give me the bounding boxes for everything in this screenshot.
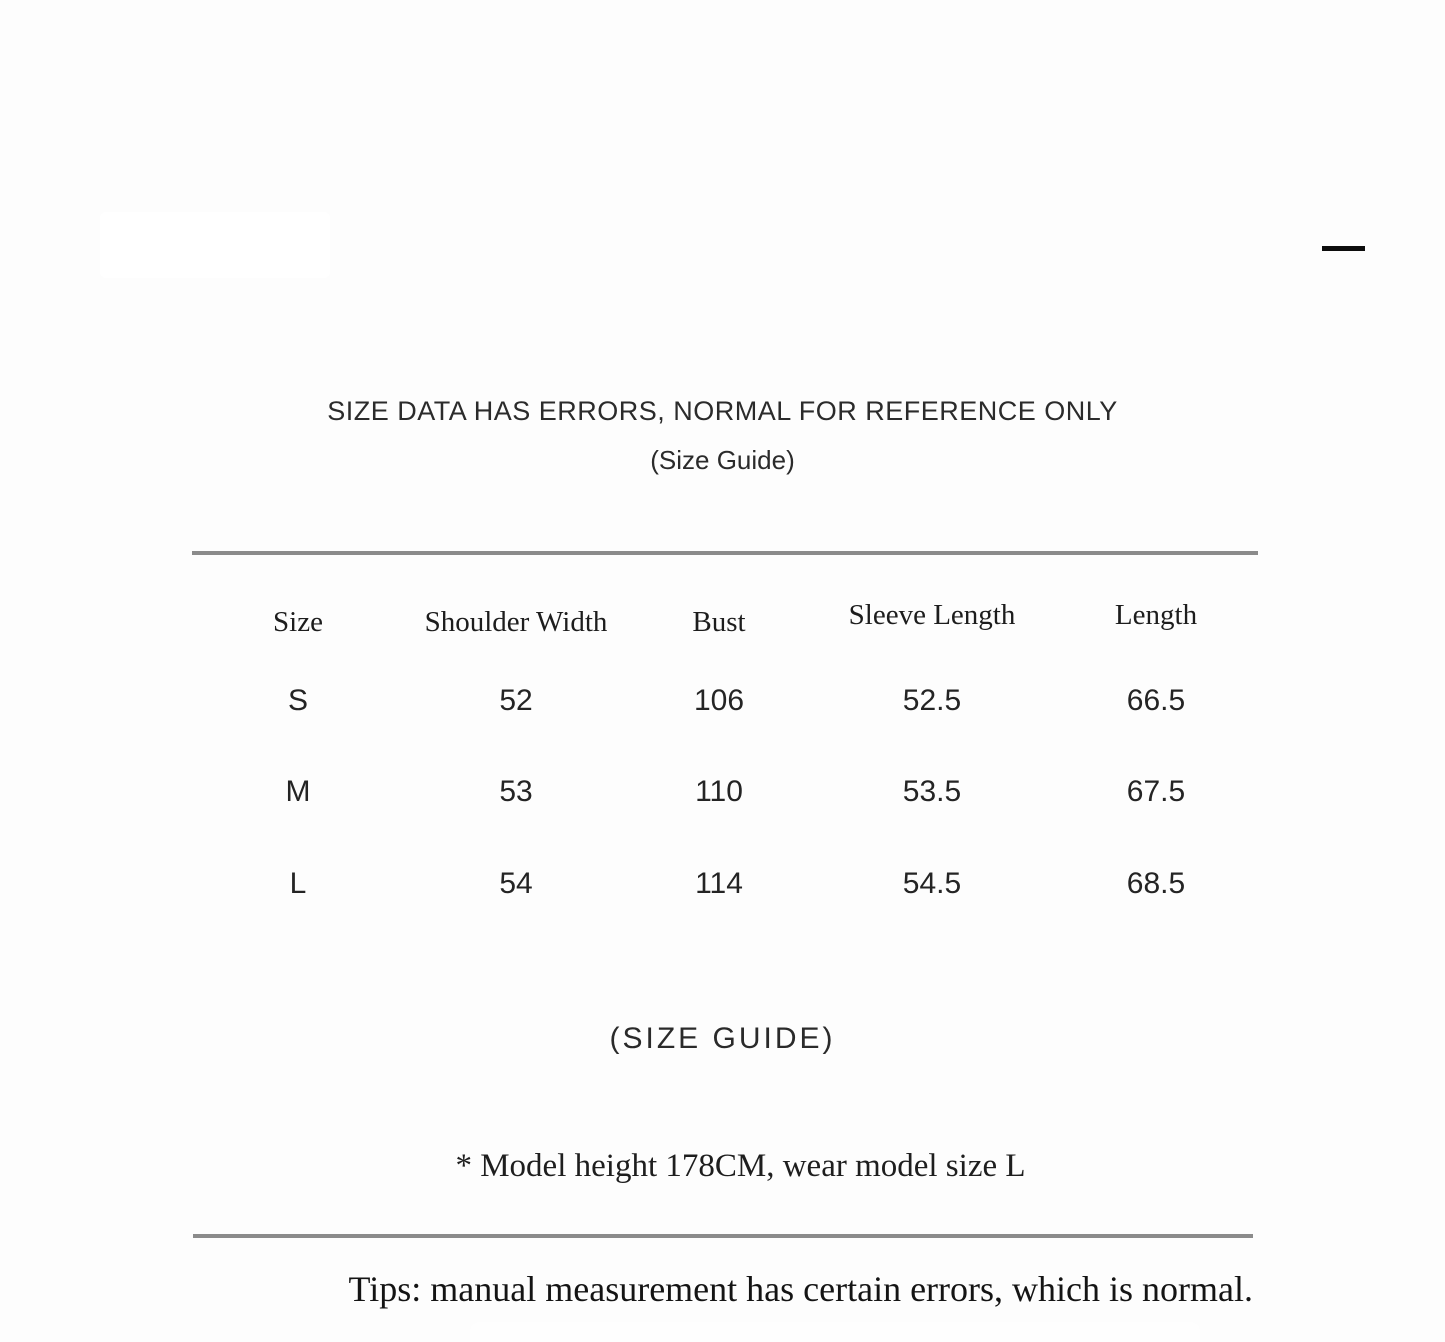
cell-shoulder-width: 52 [499,684,533,717]
tips-note: Tips: manual measurement has certain errors, which is normal. [348,1269,1253,1309]
model-note: * Model height 178CM, wear model size L [455,1148,1026,1184]
column-header-bust: Bust [692,606,746,638]
page-title: SIZE DATA HAS ERRORS, NORMAL FOR REFERENCE ONLY [327,396,1118,426]
table-row [192,683,1258,719]
cell-size: M [285,775,311,808]
cell-length: 68.5 [1126,867,1186,900]
cell-size: S [287,684,308,717]
cell-sleeve-length: 54.5 [902,867,962,900]
cell-length: 66.5 [1126,684,1186,717]
cell-length: 67.5 [1126,775,1186,808]
bottom-divider [193,1234,1253,1238]
column-header-length: Length [1114,599,1198,631]
background-patch [470,1322,1200,1342]
cell-bust: 114 [695,867,743,900]
table-row [192,866,1258,902]
cell-sleeve-length: 52.5 [902,684,962,717]
table-header-row [192,599,1258,640]
divider-dash [1322,246,1365,251]
cell-shoulder-width: 54 [499,867,533,900]
table-row [192,774,1258,810]
size-guide-caption: (SIZE GUIDE) [609,1022,836,1055]
cell-shoulder-width: 53 [499,775,533,808]
column-header-shoulder-width: Shoulder Width [424,606,608,638]
cell-size: L [289,867,307,900]
cell-sleeve-length: 53.5 [902,775,962,808]
background-patch [100,212,330,278]
page-subtitle: (Size Guide) [650,445,795,475]
cell-bust: 110 [695,775,743,808]
top-divider [192,551,1258,555]
column-header-sleeve-length: Sleeve Length [848,599,1016,631]
cell-bust: 106 [693,684,745,717]
column-header-size: Size [273,606,323,638]
